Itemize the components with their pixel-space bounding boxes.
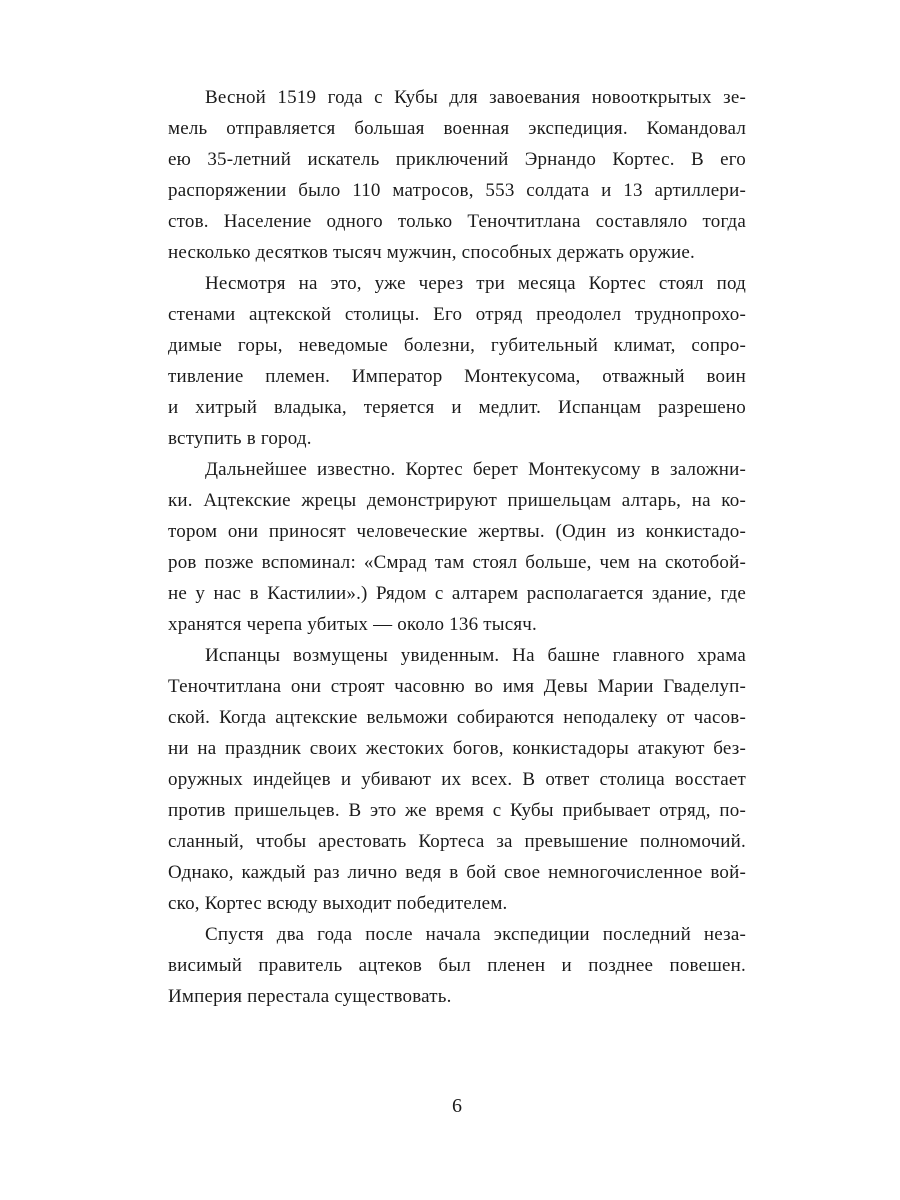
paragraph [168,82,746,268]
text-line: Спустя два года после начала экспедиции последний неза- [205,924,746,945]
text-line: тором они приносят человеческие жертвы. (Один из конкистадо- [168,521,746,542]
paragraph [168,640,746,919]
paragraph [168,268,746,454]
page-number: 6 [452,1095,462,1117]
text-line: Однако, каждый раз лично ведя в бой свое немногочисленное вой- [168,862,746,883]
text-line: вступить в город. [168,428,312,449]
text-line: мель отправляется большая военная экспедиция. Командовал [168,118,746,139]
text-line: ров позже вспоминал: «Смрад там стоял больше, чем на скотобой- [168,552,746,573]
text-line: против пришельцев. В это же время с Кубы прибывает отряд, по- [168,800,746,821]
text-line: тивление племен. Император Монтекусома, отважный воин [168,366,746,387]
text-line: оружных индейцев и убивают их всех. В ответ столица восстает [168,769,746,790]
text-line: ки. Ацтекские жрецы демонстрируют пришельцам алтарь, на ко- [168,490,746,511]
text-line: стов. Население одного только Теночтитлана составляло тогда [168,211,746,232]
text-block [168,82,746,1012]
paragraph [168,454,746,640]
text-line: Теночтитлана они строят часовню во имя Девы Марии Гваделуп- [168,676,746,697]
text-line: ской. Когда ацтекские вельможи собираются неподалеку от часов- [168,707,746,728]
text-line: ни на праздник своих жестоких богов, конкистадоры атакуют без- [168,738,746,759]
text-line: висимый правитель ацтеков был пленен и позднее повешен. [168,955,746,976]
text-line: ско, Кортес всюду выходит победителем. [168,893,508,914]
text-line: Несмотря на это, уже через три месяца Кортес стоял под [205,273,746,294]
paragraph [168,919,746,1012]
text-line: хранятся черепа убитых — около 136 тысяч. [168,614,537,635]
text-line: и хитрый владыка, теряется и медлит. Испанцам разрешено [168,397,746,418]
text-line: не у нас в Кастилии».) Рядом с алтарем располагается здание, где [168,583,746,604]
text-line: Весной 1519 года с Кубы для завоевания новооткрытых зе- [205,87,746,108]
text-line: стенами ацтекской столицы. Его отряд преодолел труднопрохо- [168,304,746,325]
text-line: сланный, чтобы арестовать Кортеса за превышение полномочий. [168,831,746,852]
text-line: ею 35-летний искатель приключений Эрнандо Кортес. В его [168,149,746,170]
text-line: Дальнейшее известно. Кортес берет Монтекусому в заложни- [205,459,746,480]
text-line: Империя перестала существовать. [168,986,452,1007]
text-line: распоряжении было 110 матросов, 553 солдата и 13 артиллери- [168,180,746,201]
text-line: димые горы, неведомые болезни, губительный климат, сопро- [168,335,746,356]
text-line: несколько десятков тысяч мужчин, способных держать оружие. [168,242,695,263]
text-line: Испанцы возмущены увиденным. На башне главного храма [205,645,746,666]
